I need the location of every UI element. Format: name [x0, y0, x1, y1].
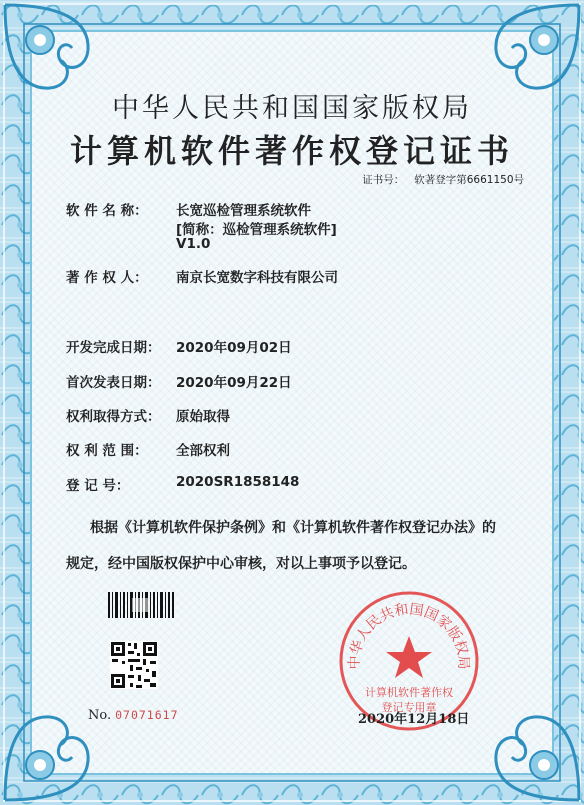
field-owner	[66, 266, 338, 286]
certificate-number	[362, 172, 524, 187]
software-version: V1.0	[176, 236, 211, 252]
scope-value: 全部权利	[176, 443, 230, 459]
field-scope	[66, 439, 230, 459]
corner-ornament-icon	[489, 710, 584, 805]
acquire-label: 权利取得方式：	[66, 409, 161, 425]
qr-code-icon	[110, 641, 158, 689]
serial-label: No.	[88, 708, 112, 723]
body-line-2: 规定，经中国版权保护中心审核，对以上事项予以登记。	[66, 556, 416, 572]
software-name-value: 长宽巡检管理系统软件	[176, 203, 311, 219]
dev-date-value: 2020年09月02日	[176, 340, 292, 356]
field-registration	[66, 474, 300, 494]
serial-value: 07071617	[115, 708, 179, 722]
issue-date: 2020年12月18日	[358, 712, 470, 727]
certificate-number-label: 证书号：	[362, 174, 405, 186]
corner-ornament-icon	[0, 0, 95, 95]
software-name-label: 软 件 名 称：	[66, 203, 148, 219]
dev-date-label: 开发完成日期：	[66, 340, 161, 356]
seal-line-2: 登记专用章	[381, 701, 437, 714]
barcode-icon	[108, 592, 174, 618]
owner-value: 南京长宽数字科技有限公司	[176, 270, 338, 286]
seal-line-1: 计算机软件著作权	[365, 686, 453, 699]
certificate-number-value: 软著登字第6661150号	[414, 174, 524, 186]
field-dev-date	[66, 336, 292, 356]
corner-ornament-icon	[0, 710, 95, 805]
field-software-name	[66, 199, 311, 219]
registration-label: 登 记 号：	[66, 478, 130, 494]
pub-date-value: 2020年09月22日	[176, 375, 292, 391]
pub-date-label: 首次发表日期：	[66, 375, 161, 391]
owner-label: 著 作 权 人：	[66, 270, 148, 286]
registration-value: 2020SR1858148	[176, 474, 300, 490]
software-short-name: [简称：巡检管理系统软件]	[176, 222, 337, 238]
field-pub-date	[66, 371, 292, 391]
acquire-value: 原始取得	[176, 409, 230, 425]
corner-ornament-icon	[489, 0, 584, 95]
certificate-title: 计算机软件著作权登记证书	[69, 132, 514, 170]
certificate-serial	[88, 708, 179, 723]
seal-ring-text: 中华人民共和国国家版权局	[346, 601, 472, 670]
seal-star-icon	[386, 636, 432, 678]
issuer-title: 中华人民共和国国家版权局	[112, 93, 472, 124]
field-acquire	[66, 405, 230, 425]
scope-label: 权 利 范 围：	[66, 443, 148, 459]
body-line-1: 根据《计算机软件保护条例》和《计算机软件著作权登记办法》的	[90, 520, 496, 536]
